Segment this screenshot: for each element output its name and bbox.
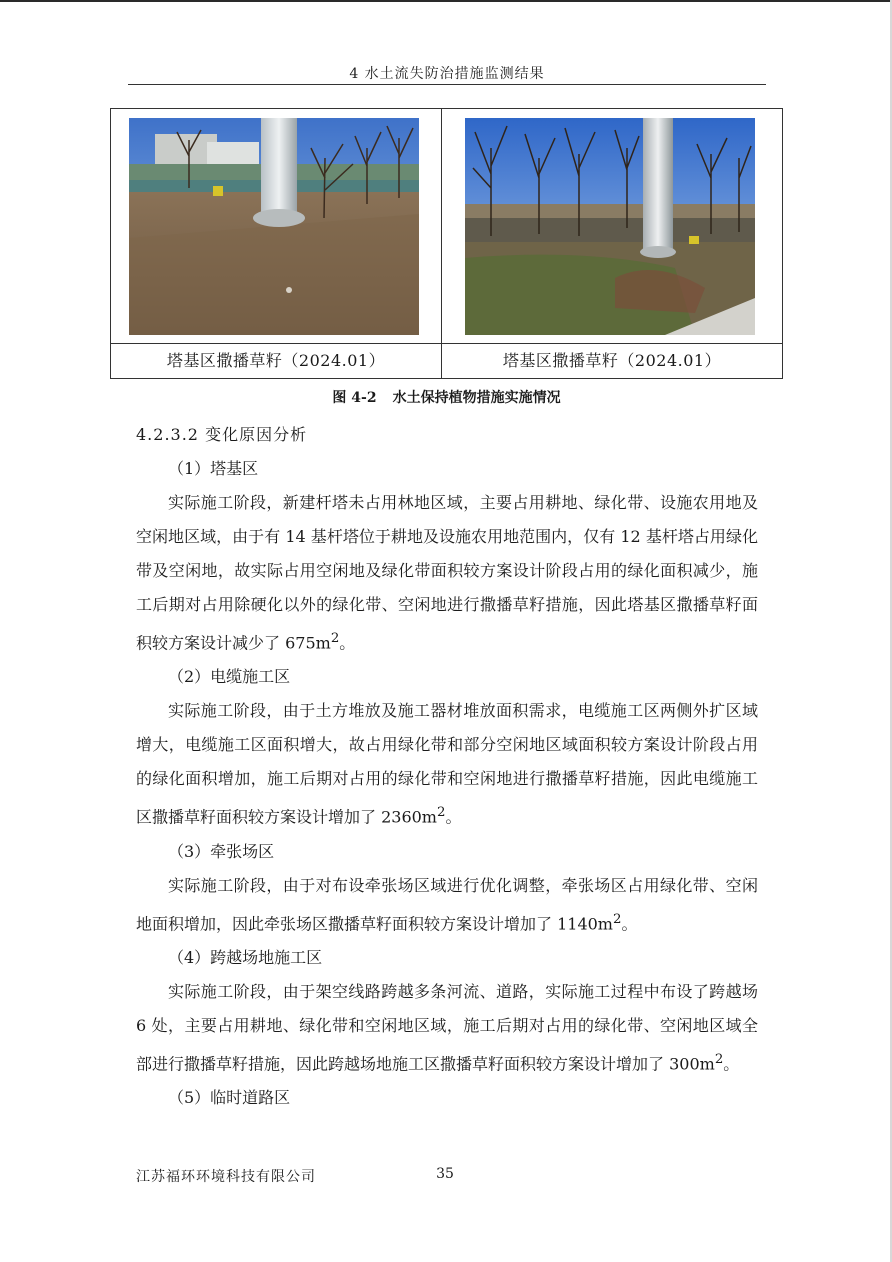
subsection-title: （5）临时道路区 — [168, 1088, 291, 1108]
subsection-title: （1）塔基区 — [168, 459, 259, 478]
tower-foundation-photo-left — [129, 118, 419, 335]
footer-company: 江苏福环环境科技有限公司 — [136, 1169, 316, 1185]
figure-title — [110, 387, 783, 407]
header-rule — [128, 84, 766, 85]
figure-label: 图 4-2 — [332, 390, 377, 406]
photo-caption-right: 塔基区撒播草籽（2024.01） — [502, 351, 722, 370]
subsection-title: （2）电缆施工区 — [168, 667, 291, 687]
subsection-title: （4）跨越场地施工区 — [168, 947, 323, 967]
paragraph: 实际施工阶段，由于对布设牵张场区域进行优化调整，牵张场区占用绿化带、空闲地面积增加，因此牵张场区撒播草籽面积较方案设计增加了 $1140m^2$。 — [136, 875, 758, 933]
tower-foundation-photo-right — [465, 118, 755, 335]
body-text — [136, 418, 758, 1115]
subsection-title: （3）牵张场区 — [168, 841, 275, 861]
page-top-border — [0, 0, 892, 2]
paragraph: 实际施工阶段，由于架空线路跨越多条河流、道路，实际施工过程中布设了跨越场 6 处，主要占用耕地、绿化带和空闲地区域，施工后期对占用的绿化带、空闲地区域全部进行撒播草籽措施，因此跨越场地施工区撒播草籽面积较方案设计增加了 $300m^2$。 — [136, 981, 758, 1074]
paragraph: 实际施工阶段，由于土方堆放及施工器材堆放面积需求，电缆施工区两侧外扩区域增大，电缆施工区面积增大，故占用绿化带和部分空闲地区域面积较方案设计阶段占用的绿化面积增加，施工后期对占用的绿化带和空闲地进行撒播草籽措施，因此电缆施工区撒播草籽面积较方案设计增加了 $2360m^2$。 — [136, 701, 758, 827]
paragraph: 实际施工阶段，新建杆塔未占用林地区域，主要占用耕地、绿化带、设施农用地及空闲地区域，由于有 14 基杆塔位于耕地及设施农用地范围内，仅有 12 基杆塔占用绿化带及空闲地，故实际占用空闲地及绿化带面积较方案设计阶段占用的绿化面积减少，施工后期对占用除硬化以外的绿化带、空闲地进行撒播草籽措施，因此塔基区撒播草籽面积较方案设计减少了 $675m^2$。 — [136, 493, 758, 653]
figure-table — [110, 108, 783, 379]
table-divider-vertical — [441, 109, 442, 378]
section-heading: 4.2.3.2 变化原因分析 — [136, 425, 308, 444]
page-number: 35 — [436, 1166, 454, 1182]
photo-caption-left: 塔基区撒播草籽（2024.01） — [166, 351, 386, 370]
running-header: 4 水土流失防治措施监测结果 — [349, 66, 545, 82]
figure-title-text: 水土保持植物措施实施情况 — [392, 390, 561, 406]
